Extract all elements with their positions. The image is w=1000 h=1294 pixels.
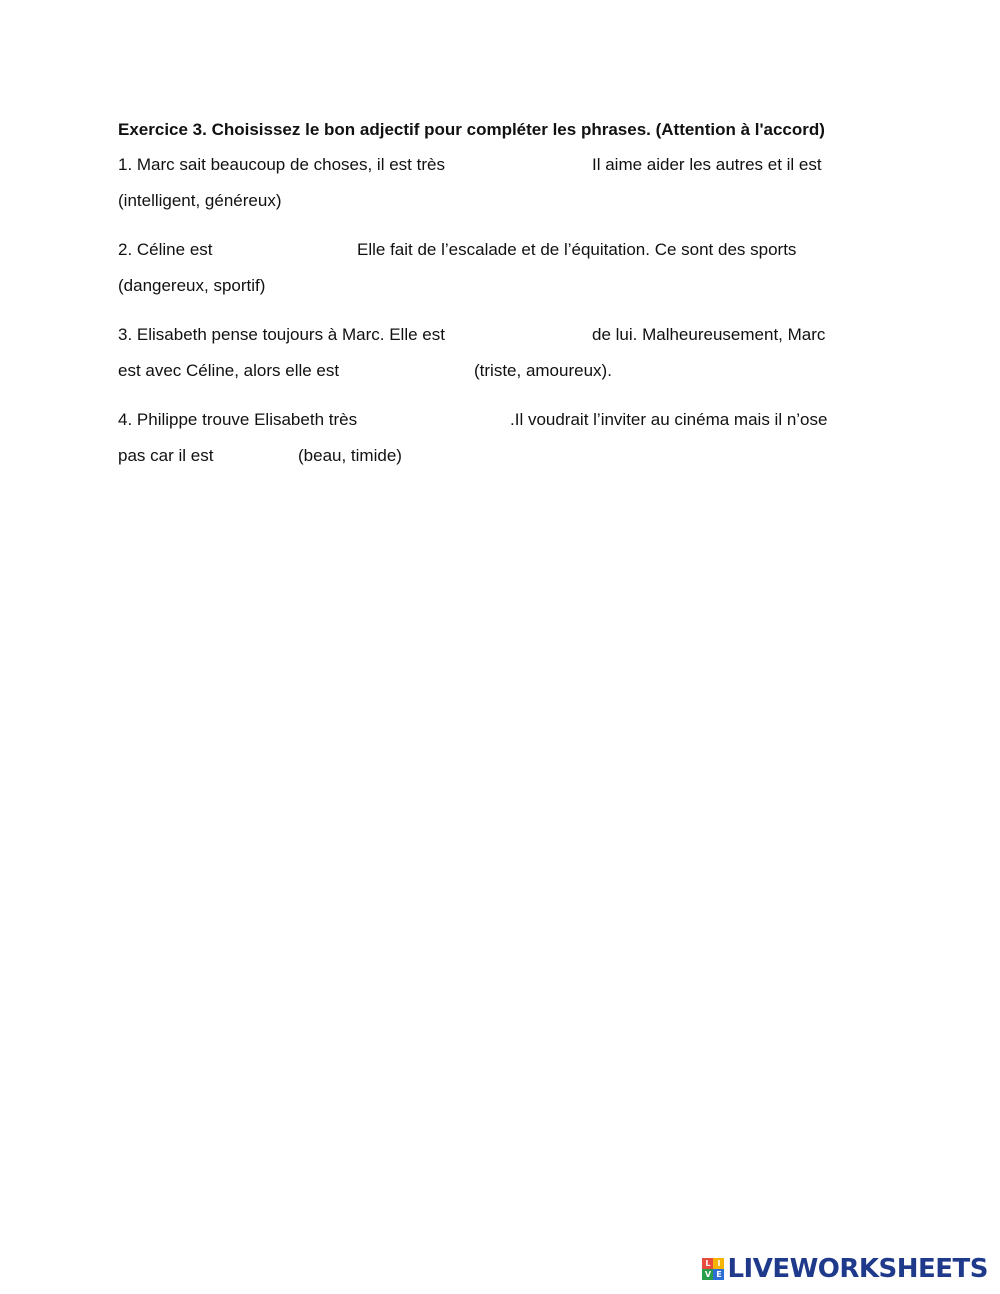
item-2-text-end: Elle fait de l’escalade et de l’équitation. Ce sont des sports [357, 240, 797, 259]
item-2-blank-1[interactable] [228, 240, 352, 262]
item-1-text-end: Il aime aider les autres et il est [592, 155, 822, 174]
exercise-title: Exercice 3. Choisissez le bon adjectif pour compléter les phrases. (Attention à l'accord) [118, 120, 825, 139]
exercise-item-4 [118, 408, 878, 493]
item-3-text-line2: est avec Céline, alors elle est [118, 361, 340, 380]
item-1-text-start: 1. Marc sait beaucoup de choses, il est très [118, 155, 445, 174]
worksheet [118, 116, 878, 493]
exercise-item-1 [118, 153, 878, 238]
item-2-adjectives: (dangereux, sportif) [118, 276, 266, 295]
exercise-item-3 [118, 323, 878, 408]
item-3-adjectives: (triste, amoureux). [474, 361, 612, 380]
logo-square-i: I [713, 1258, 724, 1269]
item-4-text-end: .Il voudrait l’inviter au cinéma mais il n’ose [510, 410, 828, 429]
exercise-item-2 [118, 238, 878, 323]
item-3-text-end: de lui. Malheureusement, Marc [592, 325, 826, 344]
item-3-blank-1[interactable] [484, 325, 588, 347]
liveworksheets-logo-text: LIVEWORKSHEETS [727, 1254, 988, 1284]
item-3-text-start: 3. Elisabeth pense toujours à Marc. Elle est [118, 325, 445, 344]
item-1-adjectives: (intelligent, généreux) [118, 191, 282, 210]
item-4-text-line2: pas car il est [118, 446, 214, 465]
item-4-text-start: 4. Philippe trouve Elisabeth très [118, 410, 358, 429]
item-2-text-start: 2. Céline est [118, 240, 213, 259]
liveworksheets-logo-icon [702, 1258, 724, 1280]
liveworksheets-logo [702, 1254, 988, 1284]
logo-square-e: E [713, 1269, 724, 1280]
item-3-blank-2[interactable] [368, 361, 472, 383]
item-4-blank-2[interactable] [230, 446, 298, 468]
item-4-blank-1[interactable] [390, 410, 506, 432]
logo-square-v: V [702, 1269, 713, 1280]
logo-square-l: L [702, 1258, 713, 1269]
item-1-blank-1[interactable] [484, 155, 588, 177]
item-4-adjectives: (beau, timide) [298, 446, 402, 465]
